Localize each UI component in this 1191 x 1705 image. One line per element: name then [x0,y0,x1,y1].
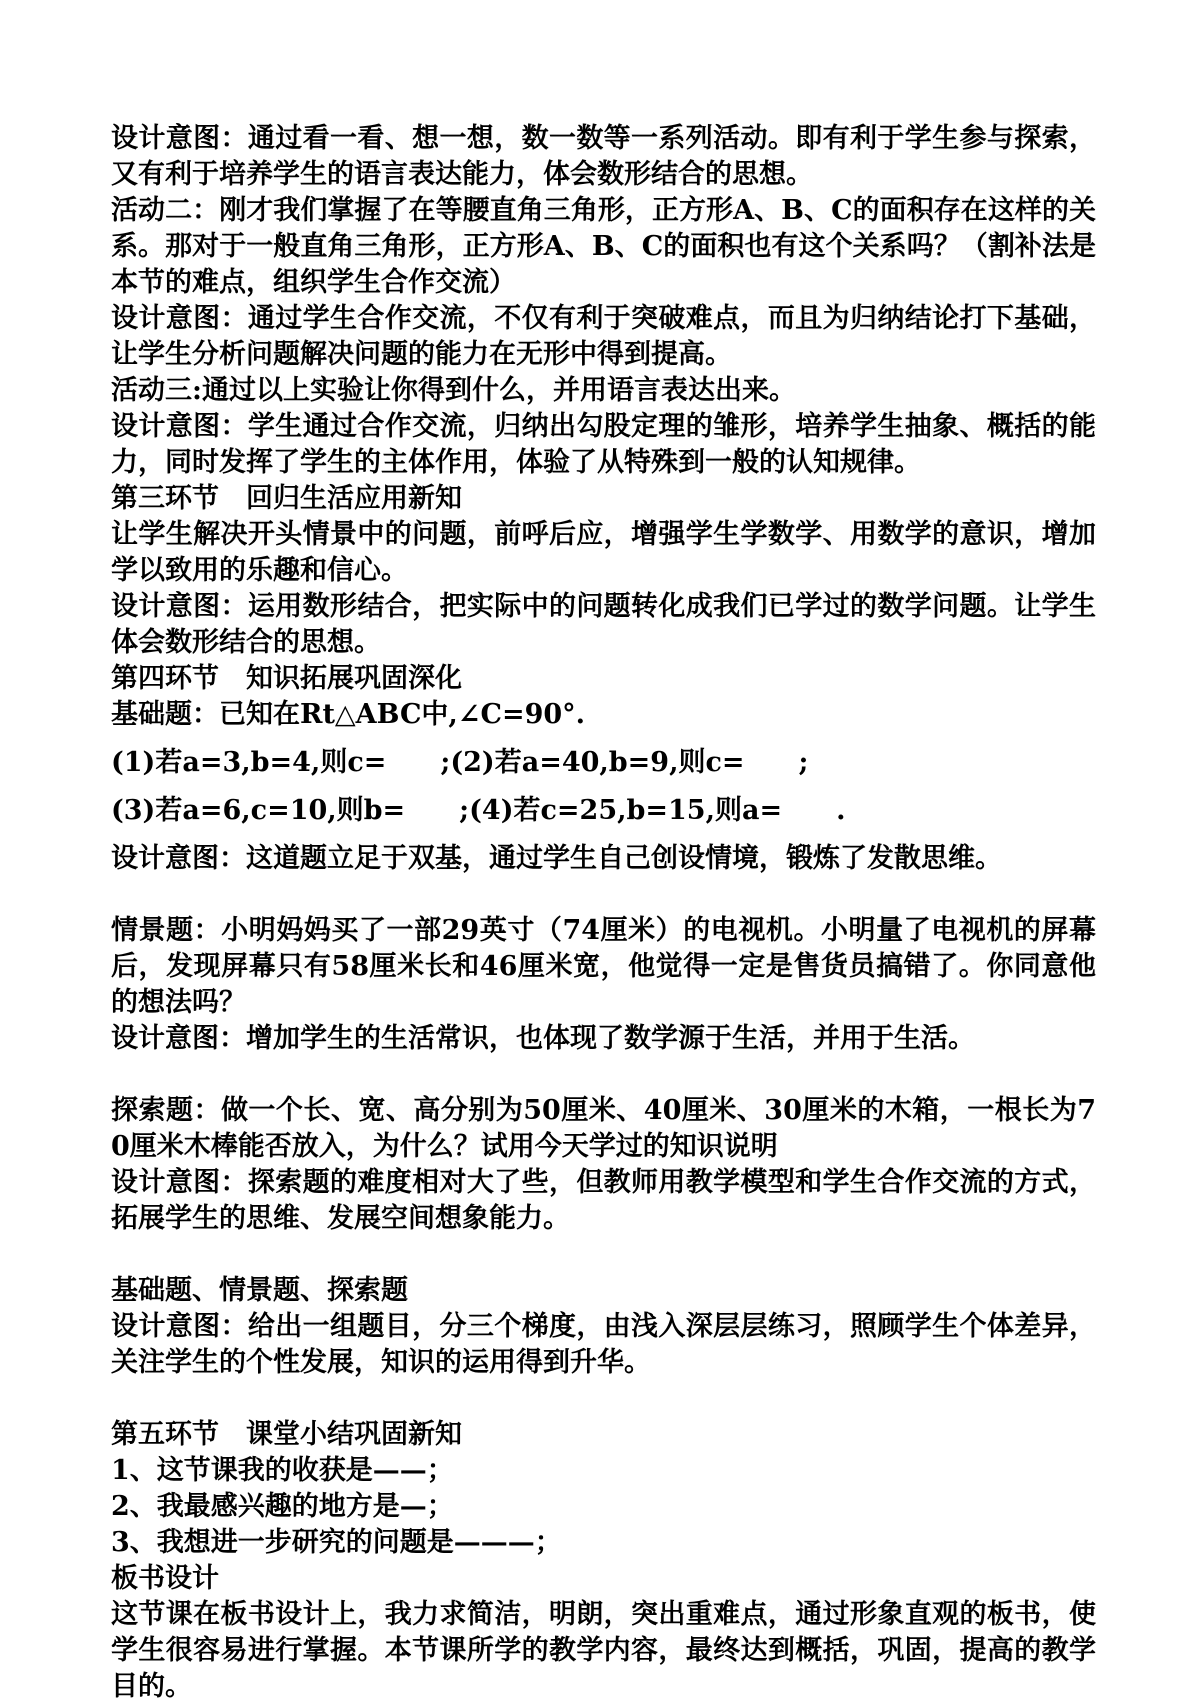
summary-item-3: 3、我想进一步研究的问题是———； [111,1527,562,1558]
design-intent-paragraph-4: 设计意图：运用数形结合，把实际中的问题转化成我们已学过的数学问题。让学生体会数形结合的思想。 [111,591,1096,658]
design-intent-paragraph-1: 设计意图：通过看一看、想一想，数一数等一系列活动。即有利于学生参与探索，又有利于培养学生的语言表达能力，体会数形结合的思想。 [111,123,1096,190]
design-intent-paragraph-7: 设计意图：探索题的难度相对大了些，但教师用教学模型和学生合作交流的方式，拓展学生的思维、发展空间想象能力。 [111,1167,1096,1234]
board-design-paragraph: 这节课在板书设计上，我力求简洁，明朗，突出重难点，通过形象直观的板书，使学生很容易进行掌握。本节课所学的教学内容，最终达到概括，巩固，提高的教学目的。 [111,1599,1096,1702]
design-intent-paragraph-8: 设计意图：给出一组题目，分三个梯度，由浅入深层层练习，照顾学生个体差异，关注学生的个性发展，知识的运用得到升华。 [111,1311,1096,1378]
board-design-heading: 板书设计 [111,1563,219,1594]
spacer [111,1381,1096,1417]
exercise-line-1: (1)若a=3,b=4,则c= ;(2)若a=40,b=9,则c= ; [111,747,809,778]
document-body [111,121,1096,1705]
section-three-paragraph: 让学生解决开头情景中的问题，前呼后应，增强学生学数学、用数学的意识，增加学以致用的乐趣和信心。 [111,519,1096,586]
activity-two-paragraph: 活动二：刚才我们掌握了在等腰直角三角形，正方形A、B、C的面积存在这样的关系。那对于一般直角三角形，正方形A、B、C的面积也有这个关系吗？（割补法是本节的难点，组织学生合作交流） [111,195,1096,298]
design-intent-paragraph-2: 设计意图：通过学生合作交流，不仅有利于突破难点，而且为归纳结论打下基础，让学生分析问题解决问题的能力在无形中得到提高。 [111,303,1096,370]
design-intent-paragraph-6: 设计意图：增加学生的生活常识，也体现了数学源于生活，并用于生活。 [111,1023,975,1054]
design-intent-paragraph-5: 设计意图：这道题立足于双基，通过学生自己创设情境，锻炼了发散思维。 [111,843,1002,874]
question-types-line: 基础题、情景题、探索题 [111,1275,408,1306]
exercise-line-2: (3)若a=6,c=10,则b= ;(4)若c=25,b=15,则a= . [111,795,846,826]
section-three-heading: 第三环节 回归生活应用新知 [111,483,462,514]
summary-item-2: 2、我最感兴趣的地方是—； [111,1491,454,1522]
exploration-question-paragraph: 探索题：做一个长、宽、高分别为50厘米、40厘米、30厘米的木箱，一根长为70厘米木棒能否放入，为什么？试用今天学过的知识说明 [111,1095,1096,1162]
spacer [111,877,1096,913]
section-four-heading: 第四环节 知识拓展巩固深化 [111,663,462,694]
activity-three-paragraph: 活动三:通过以上实验让你得到什么，并用语言表达出来。 [111,375,796,406]
design-intent-paragraph-3: 设计意图：学生通过合作交流，归纳出勾股定理的雏形，培养学生抽象、概括的能力，同时发挥了学生的主体作用，体验了从特殊到一般的认知规律。 [111,411,1096,478]
scenario-question-paragraph: 情景题：小明妈妈买了一部29英寸（74厘米）的电视机。小明量了电视机的屏幕后，发现屏幕只有58厘米长和46厘米宽，他觉得一定是售货员搞错了。你同意他的想法吗？ [111,915,1096,1018]
summary-item-1: 1、这节课我的收获是——； [111,1455,454,1486]
spacer [111,1237,1096,1273]
spacer [111,1057,1096,1093]
basic-question-paragraph: 基础题：已知在Rt△ABC中,∠C=90°. [111,699,586,730]
section-five-heading: 第五环节 课堂小结巩固新知 [111,1419,462,1450]
